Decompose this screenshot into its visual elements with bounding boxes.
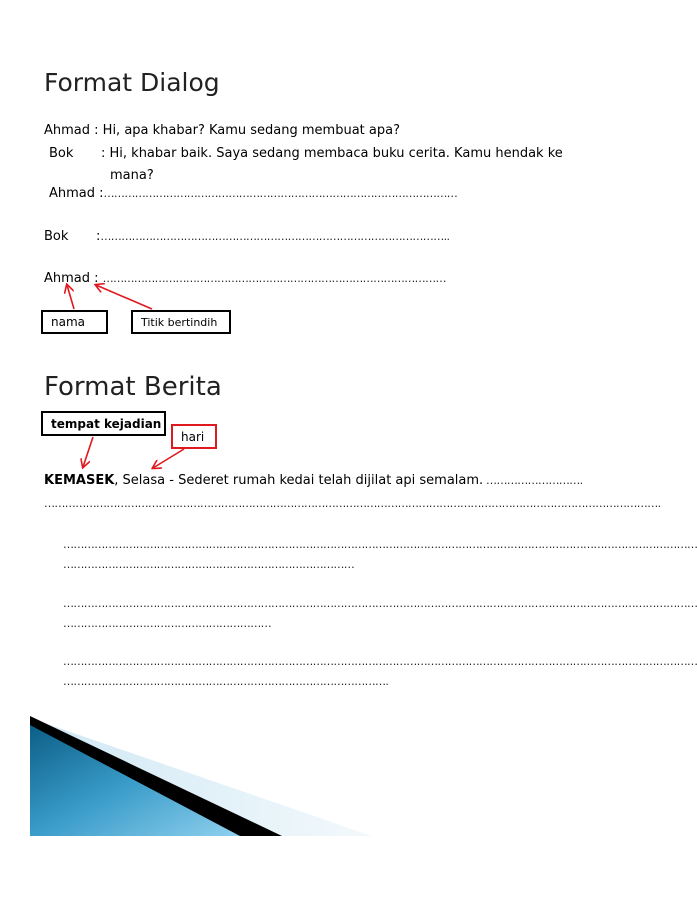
paragraph-3-line-2: …………………………………………………………………………………. [63, 675, 389, 688]
label-nama-text: nama [51, 315, 86, 329]
paragraph-2-line-2: …………………………………………………… [63, 617, 272, 630]
speaker: Ahmad [44, 271, 91, 286]
place-name: KEMASEK [44, 473, 115, 488]
dotted-blank: ……………………………………………………………………………………….. [100, 230, 450, 243]
dialog-text: Hi, khabar baik. Saya sedang membaca buku cerita. Kamu hendak ke [109, 146, 563, 161]
separator: : [90, 123, 103, 138]
separator: : [90, 271, 103, 286]
dialog-text: Hi, apa khabar? Kamu sedang membuat apa? [102, 123, 400, 138]
berita-title: Format Berita [44, 372, 222, 402]
separator: : [101, 146, 110, 161]
speaker: Ahmad [44, 123, 91, 138]
dotted-blank: ………………………………………………………………………………………… [103, 187, 458, 200]
label-tempat-text: tempat kejadian [51, 416, 162, 431]
label-titik-text: Titik bertindih [141, 315, 218, 329]
paragraph-1-line-2: ………………………………………………………………………… [63, 558, 355, 571]
paragraph-3-line-1: ………………………………………………………………………………………………………………………………………………………………… [63, 655, 697, 668]
dotted-blank: ……………………………………………………………………………………… [102, 272, 446, 285]
paragraph-1-line-1: ………………………………………………………………………………………………………………………………………………………………… [63, 538, 697, 551]
paragraph-2-line-1: ………………………………………………………………………………………………………………………………………………………………… [63, 597, 697, 610]
dotted-blank: ………………………. [483, 474, 583, 487]
berita-dotted-line: ……………………………………………………………………………………………………………………………………………………………. [44, 497, 661, 510]
label-hari-text: hari [181, 429, 205, 444]
speaker: Ahmad [49, 186, 96, 201]
separator: : [96, 229, 101, 244]
day-name: , Selasa [114, 473, 166, 488]
dialog-title: Format Dialog [44, 68, 220, 97]
speaker: Bok [49, 146, 74, 161]
dialog-text: mana? [110, 168, 154, 183]
news-sentence: - Sederet rumah kedai telah dijilat api semalam. [165, 473, 484, 488]
separator: : [95, 186, 104, 201]
speaker: Bok [44, 229, 69, 244]
